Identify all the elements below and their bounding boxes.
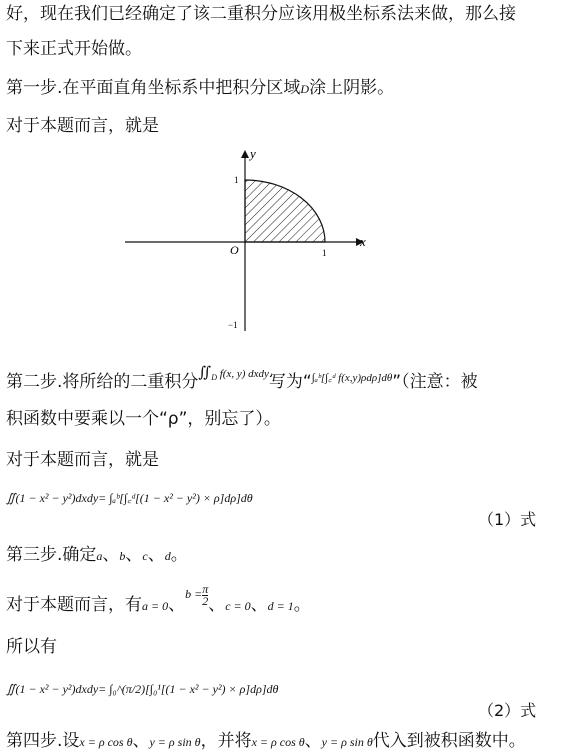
b-value — [185, 582, 208, 607]
step1-prefix: 第一步.在平面直角坐标系中把积分区域 — [6, 78, 301, 98]
d-value: d = 1 — [267, 599, 294, 613]
for-this-problem-3: 对于本题而言，有 — [6, 595, 142, 615]
y-axis-arrow — [241, 150, 249, 158]
c-value: c = 0 — [225, 599, 251, 613]
separator: 、 — [250, 595, 268, 615]
y-substitution: y = ρ sin θ — [149, 735, 201, 749]
double-integral-sign: ∬ — [198, 365, 212, 381]
equation-1-tag: （1）式 — [478, 510, 537, 529]
rho-quote: “ρ” — [159, 409, 188, 429]
b-fraction-den: 2 — [202, 593, 209, 608]
origin-label: O — [230, 243, 239, 257]
step3-prefix: 第三步.确定 — [6, 545, 97, 565]
step2-mid: 写为 — [268, 372, 303, 392]
period: 。 — [293, 595, 311, 615]
equation-2 — [6, 682, 278, 697]
intro-line-1: 好，现在我们已经确定了该二重积分应该用极坐标系法来做，那么接 — [6, 4, 516, 24]
step1-line — [6, 76, 394, 101]
step2-line-2 — [6, 407, 281, 431]
step4-prefix: 第四步.设 — [6, 731, 80, 751]
y-tick-neg1: −1 — [228, 320, 238, 330]
b-fraction-num: π — [202, 581, 209, 596]
general-polar-form: ∫ₐᵇ[∫꜀ᵈ f(x,y)ρdρ]dθ — [311, 372, 393, 384]
eq1-rhs: = ∫ₐᵇ[∫꜀ᵈ[(1 − x² − y²) × ρ]dρ]dθ — [98, 491, 253, 505]
step2-prefix: 第二步.将所给的二重积分 — [6, 372, 199, 392]
step1-suffix: 涂上阴影。 — [309, 78, 395, 98]
period: 。 — [170, 545, 188, 565]
shaded-region — [245, 180, 325, 242]
for-this-problem-1: 对于本题而言，就是 — [6, 116, 159, 136]
equation-1 — [6, 489, 253, 506]
separator: 、 — [304, 731, 322, 751]
separator: 、 — [168, 595, 186, 615]
x-axis-label: x — [360, 234, 366, 249]
x-tick-1: 1 — [322, 248, 327, 258]
b-fraction — [202, 581, 209, 608]
var-a: a — [96, 549, 103, 563]
for-this-problem-2: 对于本题而言，就是 — [6, 450, 159, 470]
eq1-lhs: ∬(1 − x² − y²)dxdy — [6, 491, 99, 505]
eq2-rhs: = ∫₀^(π/2)[∫₀¹[(1 − x² − y²) × ρ]dρ]dθ — [98, 682, 279, 696]
region-d-sub: D — [211, 373, 217, 383]
y-tick-1: 1 — [234, 175, 239, 185]
step2-note: （注意：被 — [401, 372, 478, 392]
step4-mid: ，并将 — [200, 731, 252, 751]
region-figure — [120, 146, 380, 336]
y-substitution-2: y = ρ sin θ — [321, 735, 373, 749]
separator: 、 — [102, 545, 120, 565]
region-d: D — [300, 82, 310, 96]
separator: 、 — [208, 595, 226, 615]
x-substitution: x = ρ cos θ — [79, 735, 133, 749]
intro-line-2: 下来正式开始做。 — [6, 39, 142, 59]
separator: 、 — [125, 545, 143, 565]
step2-line2-prefix: 积函数中要乘以一个 — [6, 409, 159, 429]
step2-line2-suffix: ，别忘了）。 — [187, 409, 281, 429]
general-double-integral — [198, 365, 269, 383]
b-value-lhs: b = — [185, 587, 203, 601]
close-quote: ” — [392, 372, 402, 392]
equation-2-tag: （2）式 — [478, 701, 537, 720]
step4-line — [6, 729, 526, 754]
step4-suffix: 代入到被积函数中。 — [372, 731, 526, 751]
eq2-lhs: ∬(1 − x² − y²)dxdy — [6, 682, 99, 696]
y-axis-label: y — [250, 146, 256, 161]
separator: 、 — [132, 731, 150, 751]
step2-line — [6, 365, 478, 400]
a-value: a = 0 — [142, 599, 169, 613]
step3-line — [6, 543, 188, 568]
separator: 、 — [147, 545, 165, 565]
var-c: c — [142, 549, 148, 563]
x-substitution-2: x = ρ cos θ — [251, 735, 305, 749]
integrand-general: f(x, y) dxdy — [219, 368, 269, 380]
open-quote: “ — [302, 372, 312, 392]
so-line: 所以有 — [6, 637, 57, 657]
var-d: d — [164, 549, 171, 563]
values-line — [6, 581, 311, 619]
var-b: b — [119, 549, 126, 563]
